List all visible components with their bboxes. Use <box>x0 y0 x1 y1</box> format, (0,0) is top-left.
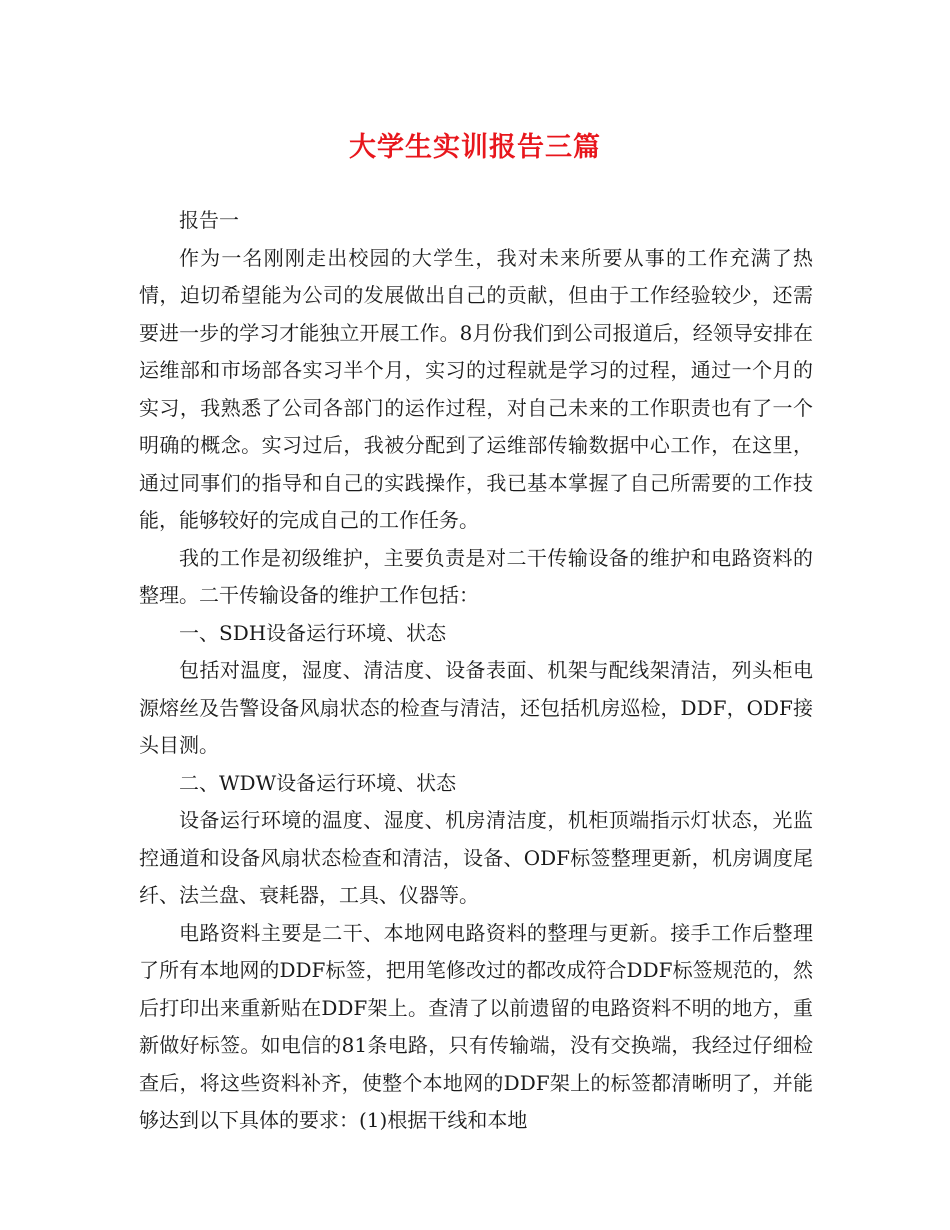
paragraph: 电路资料主要是二干、本地网电路资料的整理与更新。接手工作后整理了所有本地网的DDF标签，把用笔修改过的都改成符合DDF标签规范的，然后打印出来重新贴在DDF架上。查清了以前遗留的电路资料不明的地方，重新做好标签。如电信的81条电路，只有传输端，没有交换端，我经过仔细检查后，将这些资料补齐，使整个本地网的DDF架上的标签都清晰明了，并能够达到以下具体的要求：(1)根据干线和本地 <box>139 920 813 1132</box>
document-title: 大学生实训报告三篇 <box>349 132 601 163</box>
paragraph: 包括对温度，湿度、清洁度、设备表面、机架与配线架清洁，列头柜电源熔丝及告警设备风扇状态的检查与清洁，还包括机房巡检，DDF，ODF接头目测。 <box>139 658 813 757</box>
list-heading: 二、WDW设备运行环境、状态 <box>179 770 457 795</box>
list-heading: 一、SDH设备运行环境、状态 <box>179 620 447 645</box>
paragraph: 我的工作是初级维护，主要负责是对二干传输设备的维护和电路资料的整理。二干传输设备的维护工作包括： <box>139 545 813 607</box>
document-body <box>139 202 813 1140</box>
paragraph: 设备运行环境的温度、湿度、机房清洁度，机柜顶端指示灯状态，光监控通道和设备风扇状态检查和清洁，设备、ODF标签整理更新，机房调度尾纤、法兰盘、衰耗器，工具、仪器等。 <box>139 808 813 907</box>
section-heading-report-one: 报告一 <box>179 208 239 232</box>
paragraph: 作为一名刚刚走出校园的大学生，我对未来所要从事的工作充满了热情，迫切希望能为公司的发展做出自己的贡献，但由于工作经验较少，还需要进一步的学习才能独立开展工作。8月份我们到公司报道后，经领导安排在运维部和市场部各实习半个月，实习的过程就是学习的过程，通过一个月的实习，我熟悉了公司各部门的运作过程，对自己未来的工作职责也有了一个明确的概念。实习过后，我被分配到了运维部传输数据中心工作，在这里，通过同事们的指导和自己的实践操作，我已基本掌握了自己所需要的工作技能，能够较好的完成自己的工作任务。 <box>139 245 813 532</box>
